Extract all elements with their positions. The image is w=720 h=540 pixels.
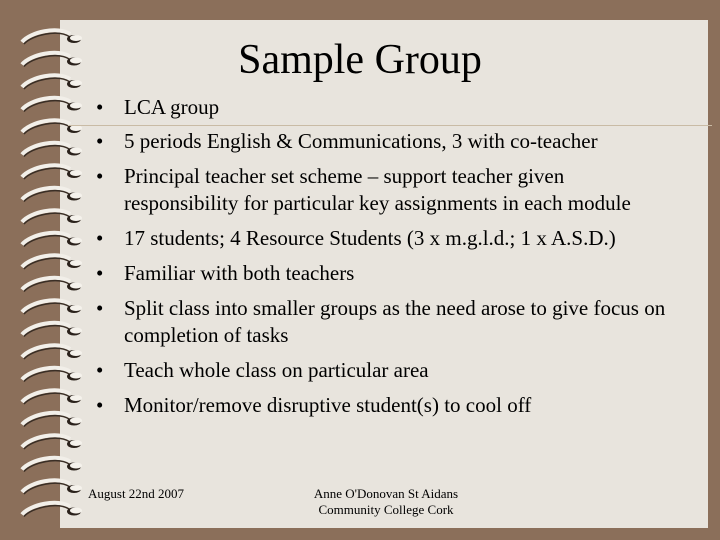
binding-hole-cap	[70, 463, 82, 469]
binding-hole-cap	[70, 193, 82, 199]
footer-date: August 22nd 2007	[88, 486, 185, 501]
bullet-list	[88, 94, 678, 427]
bullet-item: • Split class into smaller groups as the need arose to give focus on completion of tasks	[88, 295, 678, 349]
binding-hole-cap	[70, 305, 82, 311]
binding-hole-cap	[70, 440, 82, 446]
binding-hole-cap	[70, 350, 82, 356]
footer-author	[270, 486, 502, 518]
binding-hole-cap	[70, 238, 82, 244]
binding-hole-cap	[70, 508, 82, 514]
footer-author-line: Community College Cork	[318, 502, 454, 517]
bullet-item: • Monitor/remove disruptive student(s) to cool off	[88, 392, 678, 419]
bullet-item: • 17 students; 4 Resource Students (3 x m.g.l.d.; 1 x A.S.D.)	[88, 225, 678, 252]
binding-hole-cap	[70, 215, 82, 221]
spiral-binding-icon	[18, 28, 88, 528]
binding-hole-cap	[70, 283, 82, 289]
binding-hole-cap	[70, 148, 82, 154]
bullet-item: • Principal teacher set scheme – support teacher given responsibility for particular key assignments in each module	[88, 163, 678, 217]
binding-hole-cap	[70, 328, 82, 334]
binding-hole-cap	[70, 395, 82, 401]
binding-hole-cap	[70, 373, 82, 379]
bullet-item: • Teach whole class on particular area	[88, 357, 678, 384]
bullet-item: • LCA group	[88, 94, 678, 121]
binding-hole-cap	[70, 103, 82, 109]
slide-title: Sample Group	[238, 37, 482, 83]
bullet-item: • 5 periods English & Communications, 3 with co-teacher	[88, 128, 678, 155]
footer-author-line: Anne O'Donovan St Aidans	[313, 486, 459, 501]
binding-hole-cap	[70, 170, 82, 176]
binding-hole-cap	[70, 260, 82, 266]
bullet-item: • Familiar with both teachers	[88, 260, 678, 287]
binding-hole-cap	[70, 485, 82, 491]
binding-hole-cap	[70, 418, 82, 424]
